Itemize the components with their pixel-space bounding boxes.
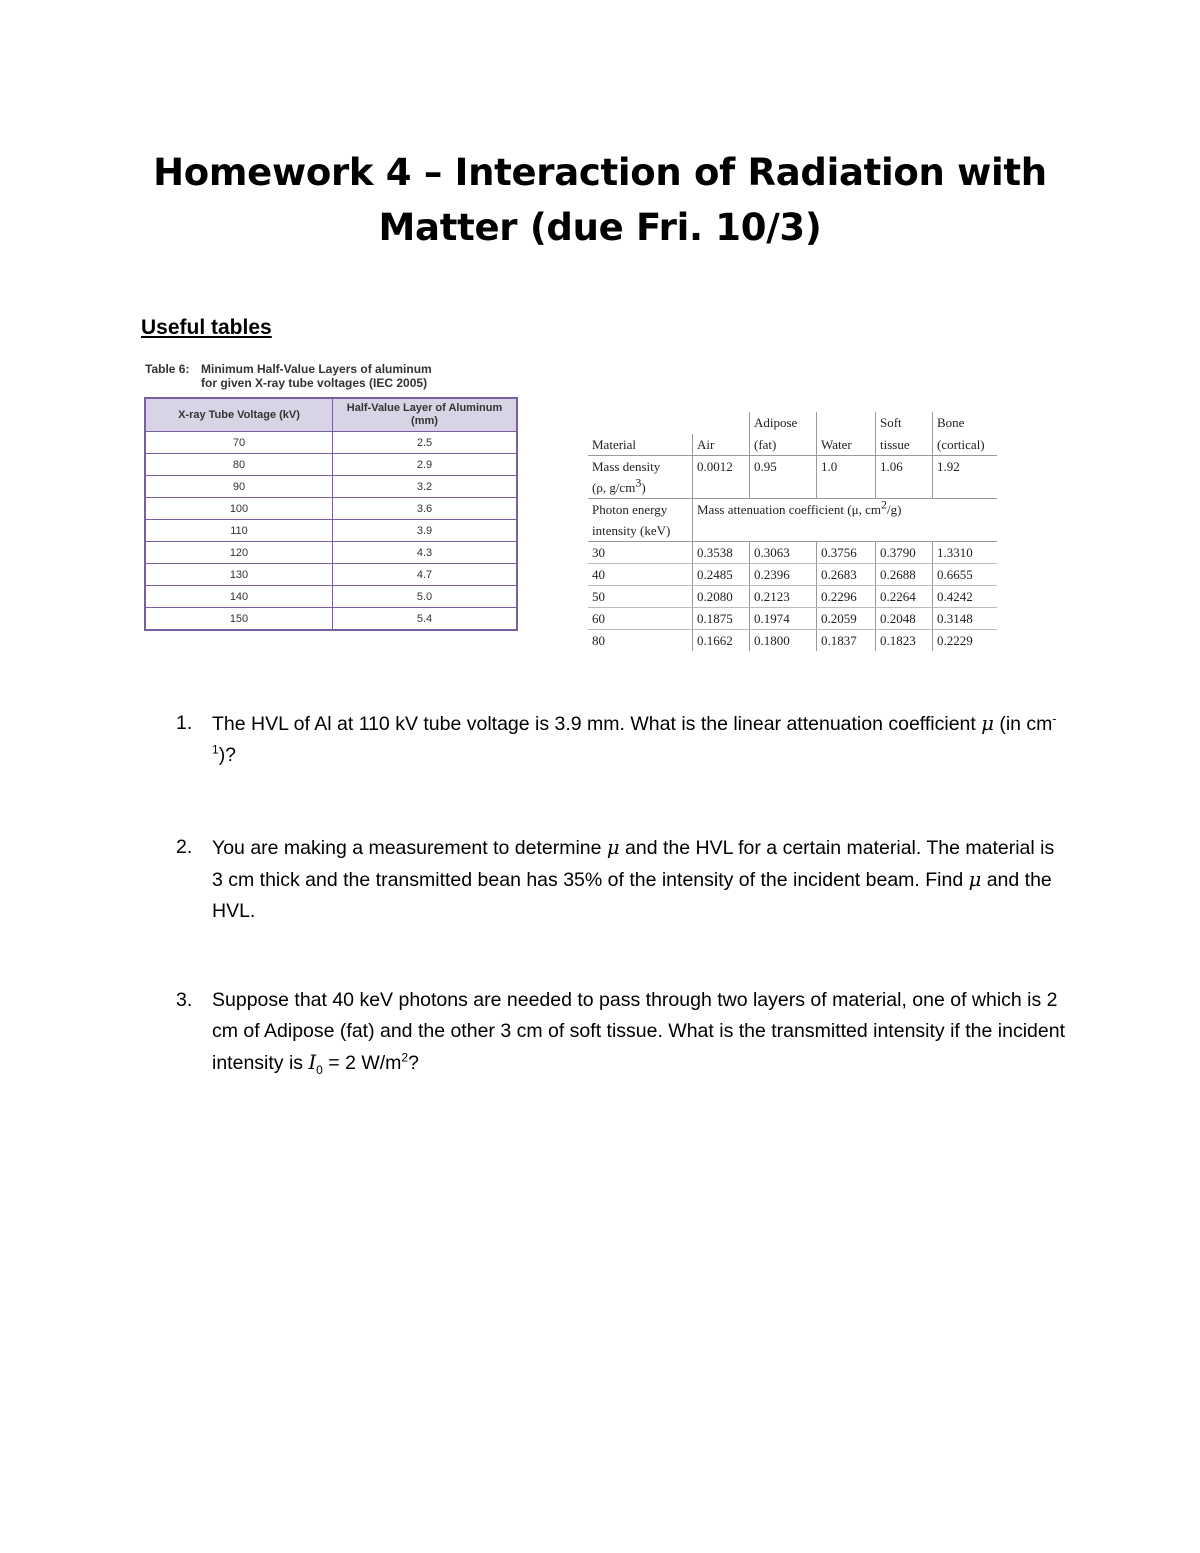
section-heading: Useful tables xyxy=(141,316,272,339)
value-cell: 0.1875 xyxy=(693,608,750,630)
header-cell: Bone xyxy=(933,412,998,434)
hvl-table-caption xyxy=(145,362,432,390)
energy-cell: 60 xyxy=(588,608,693,630)
density-label: Mass density xyxy=(592,458,661,474)
hvl-value-cell: 5.4 xyxy=(333,608,518,631)
intensity-symbol: I xyxy=(308,1051,317,1074)
header-cell xyxy=(693,412,750,434)
header-cell: tissue xyxy=(876,434,933,456)
density-unit-text: (ρ, g/cm xyxy=(592,479,636,495)
photon-energy-unit: intensity (keV) xyxy=(588,520,693,542)
value-cell: 1.3310 xyxy=(933,542,998,564)
value-cell: 0.2048 xyxy=(876,608,933,630)
table-row xyxy=(588,542,997,564)
question-number: 1. xyxy=(176,712,193,734)
density-value: 0.95 xyxy=(750,456,817,478)
hvl-voltage-cell: 140 xyxy=(145,586,333,608)
mu-symbol: μ xyxy=(606,836,620,859)
header-cell: (fat) xyxy=(750,434,817,456)
value-cell: 0.2296 xyxy=(817,586,876,608)
subscript: 0 xyxy=(316,1062,323,1077)
value-cell: 0.1823 xyxy=(876,630,933,652)
energy-cell: 50 xyxy=(588,586,693,608)
attenuation-table xyxy=(588,412,997,651)
value-cell: 0.2264 xyxy=(876,586,933,608)
table-row xyxy=(145,542,517,564)
hvl-value-cell: 3.9 xyxy=(333,520,518,542)
hvl-caption-line-2: for given X-ray tube voltages (IEC 2005) xyxy=(201,376,428,390)
density-value: 0.0012 xyxy=(693,456,750,478)
header-cell xyxy=(588,412,693,434)
hvl-caption-label: Table 6: xyxy=(145,362,190,376)
question-text: (in cm xyxy=(993,713,1053,735)
value-cell: 0.2123 xyxy=(750,586,817,608)
question-1 xyxy=(176,708,1066,771)
title-line-2: Matter (due Fri. 10/3) xyxy=(378,206,822,249)
hvl-voltage-cell: 120 xyxy=(145,542,333,564)
hvl-value-cell: 5.0 xyxy=(333,586,518,608)
hvl-voltage-cell: 110 xyxy=(145,520,333,542)
hvl-caption-line-1: Minimum Half-Value Layers of aluminum xyxy=(201,362,432,376)
hvl-value-cell: 3.2 xyxy=(333,476,518,498)
density-row xyxy=(588,456,997,478)
question-text: You are making a measurement to determine xyxy=(212,837,607,859)
table-row xyxy=(145,608,517,631)
value-cell: 0.1662 xyxy=(693,630,750,652)
hvl-value-cell: 3.6 xyxy=(333,498,518,520)
table-row xyxy=(145,564,517,586)
value-cell: 0.2683 xyxy=(817,564,876,586)
header-cell: (cortical) xyxy=(933,434,998,456)
table-row xyxy=(588,586,997,608)
question-2 xyxy=(176,832,1066,927)
hvl-voltage-cell: 150 xyxy=(145,608,333,631)
hvl-value-cell: 4.3 xyxy=(333,542,518,564)
attenuation-header-row-top xyxy=(588,412,997,434)
question-text: ? xyxy=(408,1052,419,1074)
question-text: Suppose that 40 keV photons are needed to pass through two layers of material, one of which is 2 cm of Adipose (fat) and the other 3 cm of soft tissue. What is the transmitted intensity if the incident intensity is xyxy=(212,989,1065,1074)
question-list xyxy=(176,708,1066,1079)
value-cell: 0.2485 xyxy=(693,564,750,586)
header-cell: Water xyxy=(817,434,876,456)
value-cell: 0.2229 xyxy=(933,630,998,652)
value-cell: 0.3063 xyxy=(750,542,817,564)
header-cell: Air xyxy=(693,434,750,456)
value-cell: 0.2080 xyxy=(693,586,750,608)
value-cell: 0.2688 xyxy=(876,564,933,586)
table-row xyxy=(145,476,517,498)
title-line-1: Homework 4 – Interaction of Radiation with xyxy=(153,151,1047,194)
value-cell: 0.3790 xyxy=(876,542,933,564)
question-text: = 2 W/m xyxy=(322,1052,402,1074)
hvl-value-cell: 2.5 xyxy=(333,432,518,454)
hvl-header-voltage: X-ray Tube Voltage (kV) xyxy=(145,398,333,432)
table-row xyxy=(588,564,997,586)
superscript: 2 xyxy=(401,1050,409,1065)
hvl-header-hvl: Half-Value Layer of Aluminum (mm) xyxy=(333,398,518,432)
question-text: and the HVL. xyxy=(212,869,1052,922)
density-unit-label: (ρ, $g/cm^3$) xyxy=(588,477,693,499)
hvl-header-row xyxy=(145,398,517,432)
density-value: 1.06 xyxy=(876,456,933,478)
coefficient-label: Mass attenuation coefficient (μ, $cm^2/g$) xyxy=(693,499,998,521)
photon-energy-row xyxy=(588,499,997,521)
hvl-value-cell: 2.9 xyxy=(333,454,518,476)
energy-cell: 30 xyxy=(588,542,693,564)
header-cell: Soft xyxy=(876,412,933,434)
energy-cell: 40 xyxy=(588,564,693,586)
table-row xyxy=(588,630,997,652)
hvl-value-cell: 4.7 xyxy=(333,564,518,586)
table-row xyxy=(145,586,517,608)
hvl-voltage-cell: 90 xyxy=(145,476,333,498)
attenuation-header-row-bottom xyxy=(588,434,997,456)
table-row xyxy=(145,498,517,520)
density-value: 1.0 xyxy=(817,456,876,478)
hvl-voltage-cell: 130 xyxy=(145,564,333,586)
value-cell: 0.1974 xyxy=(750,608,817,630)
density-row-unit xyxy=(588,477,997,499)
coefficient-label-text: Mass attenuation coefficient (μ, cm xyxy=(697,501,881,517)
value-cell: 0.3756 xyxy=(817,542,876,564)
question-text: )? xyxy=(218,744,237,766)
photon-energy-label: Photon energy xyxy=(592,501,668,517)
header-cell xyxy=(817,412,876,434)
question-3 xyxy=(176,985,1066,1079)
superscript: -1 xyxy=(212,711,1057,757)
value-cell: 0.2396 xyxy=(750,564,817,586)
table-row xyxy=(145,454,517,476)
energy-cell: 80 xyxy=(592,632,605,648)
photon-energy-row-unit xyxy=(588,520,997,542)
value-cell: 0.1837 xyxy=(817,630,876,652)
question-number: 3. xyxy=(176,989,193,1011)
value-cell: 0.2059 xyxy=(817,608,876,630)
hvl-voltage-cell: 70 xyxy=(145,432,333,454)
value-cell: 0.4242 xyxy=(933,586,998,608)
hvl-voltage-cell: 80 xyxy=(145,454,333,476)
value-cell: 0.3538 xyxy=(693,542,750,564)
hvl-table xyxy=(144,397,518,631)
table-row xyxy=(145,520,517,542)
table-row xyxy=(145,432,517,454)
density-value: 1.92 xyxy=(933,456,998,478)
value-cell: 0.6655 xyxy=(933,564,998,586)
question-number: 2. xyxy=(176,836,193,858)
value-cell: 0.3148 xyxy=(933,608,998,630)
question-text: and the HVL for a certain material. The material is 3 cm thick and the transmitted bean has 35% of the intensity of the incident beam. Find xyxy=(212,837,1055,891)
value-cell: 0.1800 xyxy=(750,630,817,652)
header-cell: Adipose xyxy=(750,412,817,434)
table-row xyxy=(588,608,997,630)
question-text: The HVL of Al at 110 kV tube voltage is 3.9 mm. What is the linear attenuation coefficient xyxy=(212,713,982,735)
header-cell: Material xyxy=(588,434,693,456)
mu-symbol: μ xyxy=(981,712,994,735)
page-title xyxy=(0,145,1200,255)
mu-symbol: μ xyxy=(968,868,982,891)
hvl-voltage-cell: 100 xyxy=(145,498,333,520)
